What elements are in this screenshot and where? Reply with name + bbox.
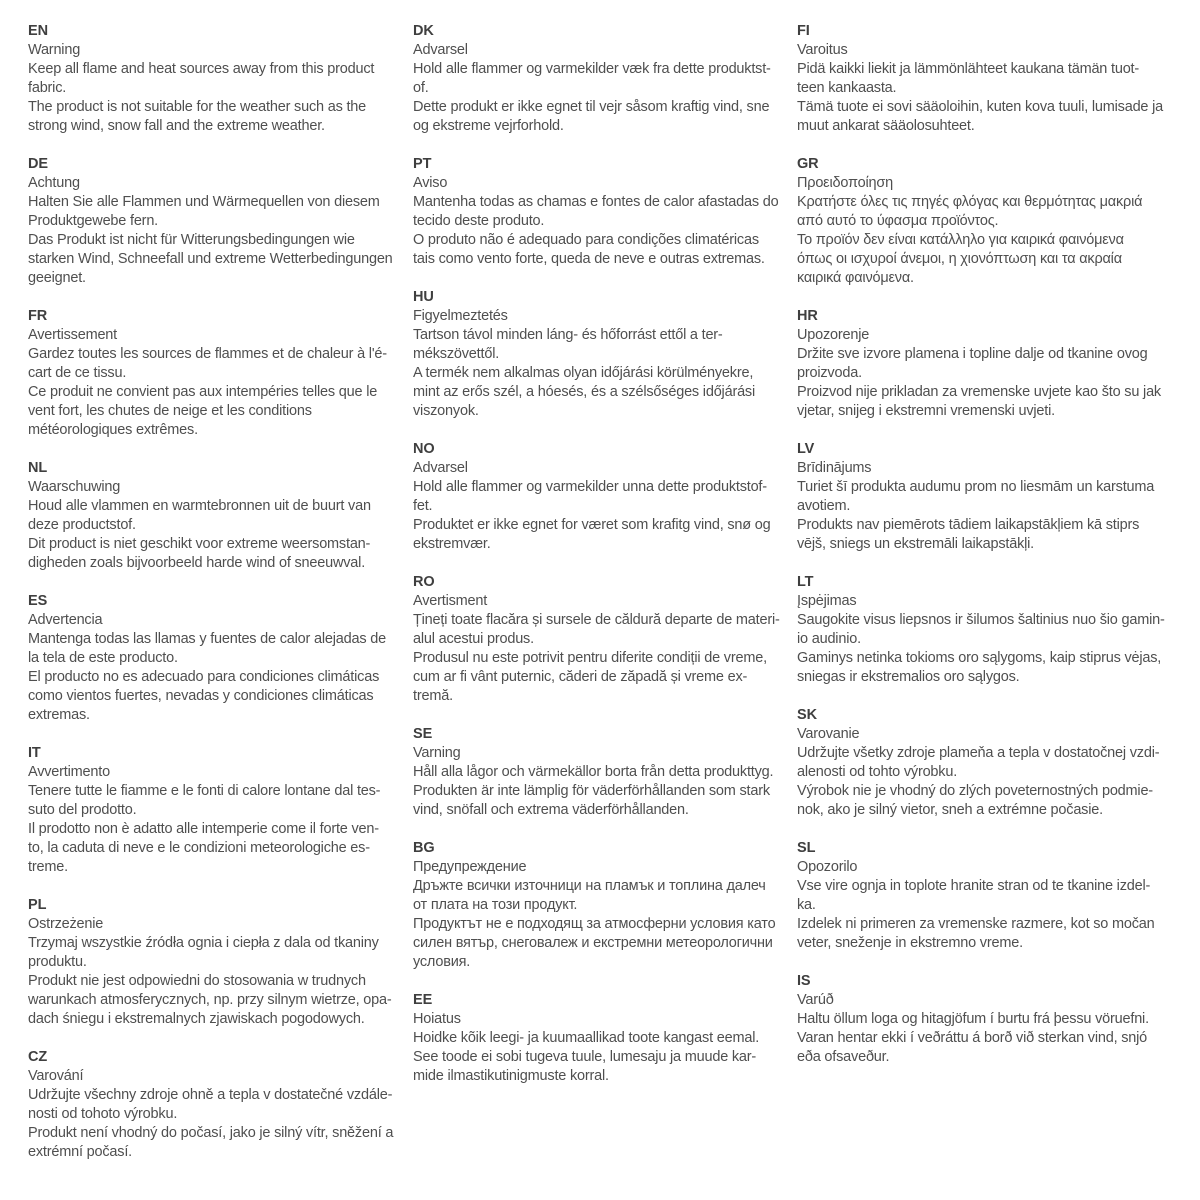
warning-title: Ostrzeżenie xyxy=(28,916,104,932)
warning-title: Warning xyxy=(28,42,81,58)
body-line: avotiem. xyxy=(797,498,851,514)
warning-title: Hoiatus xyxy=(413,1011,461,1027)
body-line: Produsul nu este potrivit pentru diferite condiții de vreme, xyxy=(413,650,767,666)
body-line: extrémní počasí. xyxy=(28,1144,132,1160)
body-line: teen kankaasta. xyxy=(797,80,897,96)
warning-title: Avvertimento xyxy=(28,764,110,780)
body-line: vent fort, les chutes de neige et les conditions xyxy=(28,403,312,419)
body-line: of. xyxy=(413,80,429,96)
body-line: treme. xyxy=(28,859,68,875)
warning-title: Waarschuwing xyxy=(28,479,121,495)
column-2 xyxy=(413,22,789,1105)
column-1 xyxy=(28,22,404,1181)
lang-block-bg xyxy=(413,839,789,972)
body-line: Haltu öllum loga og hitagjöfum í burtu frá þessu vöruefni. xyxy=(797,1011,1149,1027)
body-line: Håll alla lågor och värmekällor borta från detta produkttyg. xyxy=(413,764,774,780)
body-line: mékszövettől. xyxy=(413,346,500,362)
body-line: ekstremvær. xyxy=(413,536,491,552)
lang-code: LV xyxy=(797,441,815,457)
body-line: veter, sneženje in ekstremno vreme. xyxy=(797,935,1023,951)
body-line: vējš, sniegs un ekstremāli laikapstākļi. xyxy=(797,536,1034,552)
lang-code: DK xyxy=(413,23,434,39)
body-line: Turiet šī produkta audumu prom no liesmām un karstuma xyxy=(797,479,1155,495)
lang-code: CZ xyxy=(28,1049,48,1065)
lang-code: PT xyxy=(413,156,432,172)
body-line: Keep all flame and heat sources away from this product xyxy=(28,61,375,77)
lang-code: HR xyxy=(797,308,818,324)
lang-block-lt xyxy=(797,573,1173,687)
lang-code: GR xyxy=(797,156,819,172)
body-line: og ekstreme vejrforhold. xyxy=(413,118,564,134)
body-line: Produkten är inte lämplig för väderförhållanden som stark xyxy=(413,783,770,799)
body-line: ka. xyxy=(797,897,816,913)
body-line: A termék nem alkalmas olyan időjárási körülményekre, xyxy=(413,365,754,381)
body-line: όπως οι ισχυροί άνεμοι, η χιονόπτωση και τα ακραία xyxy=(797,251,1122,267)
warning-body xyxy=(413,193,789,269)
body-line: Vse vire ognja in toplote hranite stran od te tkanine izdel- xyxy=(797,878,1151,894)
body-line: météorologiques extrêmes. xyxy=(28,422,198,438)
warning-body xyxy=(413,763,789,820)
body-line: See toode ei sobi tugeva tuule, lumesaju ja muude kar- xyxy=(413,1049,757,1065)
warning-title: Aviso xyxy=(413,175,448,191)
body-line: sniegas ir ekstremalios oro sąlygos. xyxy=(797,669,1020,685)
body-line: io audinio. xyxy=(797,631,861,647)
warning-body xyxy=(797,611,1173,687)
body-line: nok, ako je silný vietor, sneh a extrémne počasie. xyxy=(797,802,1103,818)
body-line: Houd alle vlammen en warmtebronnen uit de buurt van xyxy=(28,498,371,514)
lang-code: IT xyxy=(28,745,41,761)
lang-block-en xyxy=(28,22,404,136)
body-line: Το προϊόν δεν είναι κατάλληλο για καιρικά φαινόμενα xyxy=(797,232,1124,248)
lang-code: BG xyxy=(413,840,435,856)
warning-body xyxy=(797,345,1173,421)
warning-body xyxy=(28,193,404,288)
lang-code: NL xyxy=(28,460,48,476)
body-line: Produkts nav piemērots tādiem laikapstākļiem kā stiprs xyxy=(797,517,1140,533)
warning-body xyxy=(797,60,1173,136)
warning-title: Предупреждение xyxy=(413,859,527,875)
body-line: warunkach atmosferycznych, np. przy silnym wietrze, opa- xyxy=(28,992,392,1008)
warning-body xyxy=(797,1010,1173,1067)
warning-title: Varovanie xyxy=(797,726,860,742)
column-3 xyxy=(797,22,1173,1086)
lang-block-sk xyxy=(797,706,1173,820)
body-line: cart de ce tissu. xyxy=(28,365,127,381)
warning-body xyxy=(413,478,789,554)
body-line: fet. xyxy=(413,498,433,514)
lang-block-lv xyxy=(797,440,1173,554)
warning-title: Avertisment xyxy=(413,593,488,609)
body-line: Proizvod nije prikladan za vremenske uvjete kao što su jak xyxy=(797,384,1161,400)
body-line: Produktet er ikke egnet for været som krafitg vind, snø og xyxy=(413,517,771,533)
body-line: Ce produit ne convient pas aux intempéries telles que le xyxy=(28,384,378,400)
warning-body xyxy=(28,630,404,725)
body-line: Mantenha todas as chamas e fontes de calor afastadas do xyxy=(413,194,779,210)
body-line: extremas. xyxy=(28,707,90,723)
body-line: tecido deste produto. xyxy=(413,213,545,229)
body-line: El producto no es adecuado para condiciones climáticas xyxy=(28,669,380,685)
warning-title: Advarsel xyxy=(413,460,468,476)
lang-code: SL xyxy=(797,840,816,856)
lang-block-it xyxy=(28,744,404,877)
warning-body xyxy=(28,345,404,440)
lang-code: SK xyxy=(797,707,817,723)
body-line: vjetar, snijeg i ekstremni vremenski uvjeti. xyxy=(797,403,1055,419)
lang-block-no xyxy=(413,440,789,554)
lang-block-nl xyxy=(28,459,404,573)
body-line: Produktgewebe fern. xyxy=(28,213,159,229)
lang-code: FI xyxy=(797,23,810,39)
lang-block-hu xyxy=(413,288,789,421)
body-line: Produkt nie jest odpowiedni do stosowania w trudnych xyxy=(28,973,366,989)
body-line: O produto não é adequado para condições climatéricas xyxy=(413,232,759,248)
body-line: Tämä tuote ei sovi sääoloihin, kuten kova tuuli, lumisade ja xyxy=(797,99,1164,115)
warning-body xyxy=(28,934,404,1029)
lang-block-fi xyxy=(797,22,1173,136)
warning-title: Προειδοποίηση xyxy=(797,175,893,191)
warning-body xyxy=(28,782,404,877)
lang-code: HU xyxy=(413,289,434,305)
lang-block-ee xyxy=(413,991,789,1086)
warning-body xyxy=(413,60,789,136)
lang-code: PL xyxy=(28,897,47,913)
body-line: strong wind, snow fall and the extreme weather. xyxy=(28,118,325,134)
body-line: Mantenga todas las llamas y fuentes de calor alejadas de xyxy=(28,631,386,647)
warning-title: Varování xyxy=(28,1068,84,1084)
body-line: Produkt není vhodný do počasí, jako je silný vítr, sněžení a xyxy=(28,1125,394,1141)
lang-block-pt xyxy=(413,155,789,269)
lang-block-gr xyxy=(797,155,1173,288)
body-line: la tela de este producto. xyxy=(28,650,178,666)
lang-block-ro xyxy=(413,573,789,706)
body-line: geeignet. xyxy=(28,270,86,286)
warning-title: Varúð xyxy=(797,992,834,1008)
body-line: produktu. xyxy=(28,954,87,970)
body-line: proizvoda. xyxy=(797,365,862,381)
warning-body xyxy=(413,1029,789,1086)
body-line: starken Wind, Schneefall und extreme Wetterbedingungen xyxy=(28,251,393,267)
body-line: como vientos fuertes, nevadas y condiciones climáticas xyxy=(28,688,374,704)
warning-title: Įspėjimas xyxy=(797,593,857,609)
body-line: Dit product is niet geschikt voor extreme weersomstan- xyxy=(28,536,371,552)
body-line: Tenere tutte le fiamme e le fonti di calore lontane dal tes- xyxy=(28,783,381,799)
lang-block-se xyxy=(413,725,789,820)
warning-title: Brīdinājums xyxy=(797,460,872,476)
body-line: cum ar fi vânt puternic, căderi de zăpadă și vreme ex- xyxy=(413,669,748,685)
warning-title: Achtung xyxy=(28,175,80,191)
body-line: Držite sve izvore plamena i topline dalje od tkanine ovog xyxy=(797,346,1148,362)
lang-block-es xyxy=(28,592,404,725)
body-line: nosti od tohoto výrobku. xyxy=(28,1106,178,1122)
body-line: Κρατήστε όλες τις πηγές φλόγας και θερμότητας μακριά xyxy=(797,194,1143,210)
warning-body xyxy=(413,611,789,706)
warning-body xyxy=(797,744,1173,820)
lang-block-fr xyxy=(28,307,404,440)
body-line: Gardez toutes les sources de flammes et de chaleur à l'é- xyxy=(28,346,387,362)
body-line: Gaminys netinka tokioms oro sąlygoms, kaip stiprus vėjas, xyxy=(797,650,1162,666)
warning-title: Opozorilo xyxy=(797,859,858,875)
warning-title: Advarsel xyxy=(413,42,468,58)
body-line: условия. xyxy=(413,954,471,970)
warning-body xyxy=(28,1086,404,1162)
warning-body xyxy=(797,877,1173,953)
body-line: Udržujte všetky zdroje plameňa a tepla v dostatočnej vzdi- xyxy=(797,745,1160,761)
body-line: tremă. xyxy=(413,688,453,704)
body-line: Il prodotto non è adatto alle intemperie come il forte ven- xyxy=(28,821,379,837)
body-line: Halten Sie alle Flammen und Wärmequellen von diesem xyxy=(28,194,380,210)
warning-body xyxy=(413,877,789,972)
body-line: fabric. xyxy=(28,80,67,96)
body-line: Udržujte všechny zdroje ohně a tepla v dostatečné vzdále- xyxy=(28,1087,393,1103)
lang-code: FR xyxy=(28,308,48,324)
lang-block-cz xyxy=(28,1048,404,1162)
lang-block-pl xyxy=(28,896,404,1029)
body-line: Izdelek ni primeren za vremenske razmere, kot so močan xyxy=(797,916,1155,932)
body-line: to, la caduta di neve e le condizioni meteorologiche es- xyxy=(28,840,370,856)
body-line: deze productstof. xyxy=(28,517,136,533)
body-line: vind, snöfall och extrema väderförhållanden. xyxy=(413,802,689,818)
warning-title: Varning xyxy=(413,745,461,761)
lang-code: EE xyxy=(413,992,433,1008)
warning-body xyxy=(28,497,404,573)
body-line: Țineți toate flacăra și sursele de căldură departe de materi- xyxy=(413,612,780,628)
body-line: muut ankarat sääolosuhteet. xyxy=(797,118,975,134)
body-line: Trzymaj wszystkie źródła ognia i ciepła z dala od tkaniny xyxy=(28,935,379,951)
warning-title: Advertencia xyxy=(28,612,103,628)
body-line: από αυτό το ύφασμα προϊόντος. xyxy=(797,213,999,229)
body-line: mide ilmastikutinigmuste korral. xyxy=(413,1068,609,1084)
body-line: viszonyok. xyxy=(413,403,479,419)
warning-title: Avertissement xyxy=(28,327,118,343)
lang-code: IS xyxy=(797,973,811,989)
body-line: suto del prodotto. xyxy=(28,802,137,818)
lang-block-sl xyxy=(797,839,1173,953)
body-line: Дръжте всички източници на пламък и топлина далеч xyxy=(413,878,766,894)
body-line: The product is not suitable for the weather such as the xyxy=(28,99,367,115)
body-line: Tartson távol minden láng- és hőforrást ettől a ter- xyxy=(413,327,723,343)
body-line: Das Produkt ist nicht für Witterungsbedingungen wie xyxy=(28,232,355,248)
body-line: от плата на този продукт. xyxy=(413,897,578,913)
warning-title: Varoitus xyxy=(797,42,848,58)
lang-code: DE xyxy=(28,156,48,172)
body-line: Dette produkt er ikke egnet til vejr såsom kraftig vind, sne xyxy=(413,99,770,115)
body-line: tais como vento forte, queda de neve e outras extremas. xyxy=(413,251,765,267)
lang-block-dk xyxy=(413,22,789,136)
body-line: alenosti od tohto výrobku. xyxy=(797,764,958,780)
lang-code: EN xyxy=(28,23,48,39)
lang-code: SE xyxy=(413,726,433,742)
warning-body xyxy=(413,326,789,421)
lang-block-de xyxy=(28,155,404,288)
body-line: digheden zoals bijvoorbeeld harde wind of sneeuwval. xyxy=(28,555,366,571)
body-line: Hold alle flammer og varmekilder væk fra dette produktst- xyxy=(413,61,771,77)
lang-block-is xyxy=(797,972,1173,1067)
body-line: Продуктът не е подходящ за атмосферни условия като xyxy=(413,916,776,932)
warning-title: Upozorenje xyxy=(797,327,870,343)
lang-code: RO xyxy=(413,574,435,590)
body-line: eða ofsaveður. xyxy=(797,1049,890,1065)
warning-body xyxy=(797,478,1173,554)
body-line: Hold alle flammer og varmekilder unna dette produktstof- xyxy=(413,479,767,495)
lang-code: NO xyxy=(413,441,435,457)
warning-body xyxy=(28,60,404,136)
body-line: alul acestui produs. xyxy=(413,631,534,647)
lang-code: LT xyxy=(797,574,814,590)
body-line: καιρικά φαινόμενα. xyxy=(797,270,914,286)
lang-block-hr xyxy=(797,307,1173,421)
body-line: Výrobok nie je vhodný do zlých poveternostných podmie- xyxy=(797,783,1153,799)
warning-title: Figyelmeztetés xyxy=(413,308,508,324)
body-line: Saugokite visus liepsnos ir šilumos šaltinius nuo šio gamin- xyxy=(797,612,1165,628)
body-line: mint az erős szél, a hóesés, és a szélsőséges időjárási xyxy=(413,384,756,400)
body-line: Varan hentar ekki í veðráttu á borð við sterkan vind, snjó xyxy=(797,1030,1148,1046)
body-line: силен вятър, снеговалеж и екстремни метеорологични xyxy=(413,935,773,951)
body-line: Pidä kaikki liekit ja lämmönlähteet kaukana tämän tuot- xyxy=(797,61,1140,77)
body-line: dach śniegu i ekstremalnych zjawiskach pogodowych. xyxy=(28,1011,365,1027)
lang-code: ES xyxy=(28,593,48,609)
warning-body xyxy=(797,193,1173,288)
body-line: Hoidke kõik leegi- ja kuumaallikad toote kangast eemal. xyxy=(413,1030,760,1046)
